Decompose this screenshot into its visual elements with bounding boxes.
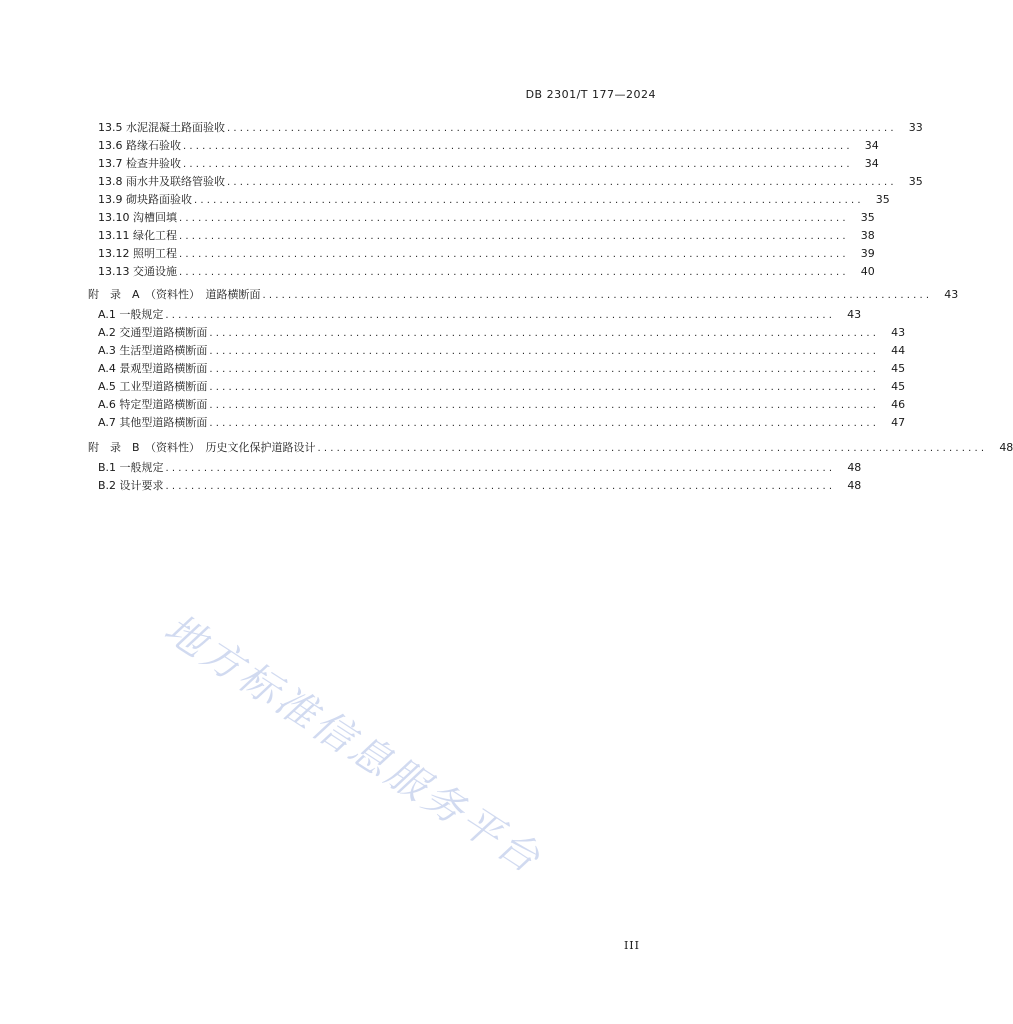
toc-leader: ......................................................................................................... [209,382,880,393]
toc-entry-label: A.3 生活型道路横断面 [98,344,208,357]
toc-entry-label: 13.11 绿化工程 [98,229,177,242]
toc-page-number: 45 [891,380,906,393]
toc-entry[interactable] [98,478,862,494]
watermark: 地方标准信息服务平台 [156,605,551,884]
toc-leader: ......................................................................................................... [183,159,853,170]
toc-leader: ......................................................................................................... [165,481,836,492]
toc-page-number: 48 [847,461,862,474]
toc-annex-entry[interactable] [88,287,959,303]
toc-page-number: 45 [891,362,906,375]
toc-entry[interactable] [98,192,890,208]
document-code: DB 2301/T 177—2024 [525,88,656,101]
toc-entry-label: A.1 一般规定 [98,308,164,321]
toc-annex-label: 附 录 B （资料性） 历史文化保护道路设计 [88,441,316,454]
toc-leader: ......................................................................................................... [165,310,836,321]
toc-entry[interactable] [98,210,875,226]
toc-entry[interactable] [98,246,875,262]
toc-entry[interactable] [98,343,906,359]
toc-page-number: 35 [908,175,923,188]
toc-leader: ......................................................................................................... [227,177,897,188]
toc-entry[interactable] [98,174,923,190]
toc-leader: ......................................................................................................... [183,141,853,152]
toc-entry-label: 13.5 水泥混凝土路面验收 [98,121,225,134]
toc-leader: ......................................................................................................... [262,290,933,301]
toc-entry-label: A.6 特定型道路横断面 [98,398,208,411]
toc-page-number: 40 [860,265,875,278]
toc-page-number: 48 [999,441,1013,454]
toc-leader: ......................................................................................................... [209,400,880,411]
toc-entry-label: B.2 设计要求 [98,479,164,492]
toc-entry-label: 13.9 砌块路面验收 [98,193,192,206]
toc-entry[interactable] [98,264,875,280]
page-number: III [623,939,640,952]
toc-page-number: 34 [864,139,879,152]
toc-page-number: 39 [860,247,875,260]
toc-entry-label: B.1 一般规定 [98,461,164,474]
toc-leader: ......................................................................................................... [179,267,849,278]
toc-entry-label: A.4 景观型道路横断面 [98,362,208,375]
toc-entry[interactable] [98,228,875,244]
toc-page-number: 47 [891,416,906,429]
toc-entry[interactable] [98,325,906,341]
toc-entry-label: 13.8 雨水井及联络管验收 [98,175,225,188]
toc-page-number: 43 [847,308,862,321]
toc-leader: ......................................................................................................... [179,249,849,260]
toc-page-number: 34 [864,157,879,170]
toc-leader: ......................................................................................................... [209,328,880,339]
toc-entry-label: A.7 其他型道路横断面 [98,416,208,429]
toc-entry[interactable] [98,307,862,323]
toc-leader: ......................................................................................................... [209,346,880,357]
toc-annex-entry[interactable] [88,440,1013,456]
toc-page-number: 35 [875,193,890,206]
toc-entry[interactable] [98,120,923,136]
toc-page-number: 38 [860,229,875,242]
toc-leader: ......................................................................................................... [179,213,849,224]
toc-leader: ......................................................................................................... [194,195,864,206]
toc-leader: ......................................................................................................... [179,231,849,242]
toc-entry-label: A.2 交通型道路横断面 [98,326,208,339]
toc-leader: ......................................................................................................... [227,123,897,134]
toc-entry-label: 13.7 检查井验收 [98,157,181,170]
toc-page-number: 44 [891,344,906,357]
toc-entry[interactable] [98,415,906,431]
toc-leader: ......................................................................................................... [317,443,988,454]
toc-leader: ......................................................................................................... [165,463,836,474]
toc-entry[interactable] [98,460,862,476]
toc-leader: ......................................................................................................... [209,418,880,429]
toc-entry[interactable] [98,361,906,377]
toc-entry[interactable] [98,397,906,413]
toc-entry-label: 13.12 照明工程 [98,247,177,260]
toc-page-number: 43 [944,288,959,301]
toc-entry[interactable] [98,156,879,172]
toc-page-number: 48 [847,479,862,492]
toc-entry-label: A.5 工业型道路横断面 [98,380,208,393]
toc-page-number: 33 [908,121,923,134]
toc-leader: ......................................................................................................... [209,364,880,375]
toc-entry-label: 13.6 路缘石验收 [98,139,181,152]
toc-page-number: 43 [891,326,906,339]
toc-entry[interactable] [98,138,879,154]
toc-entry[interactable] [98,379,906,395]
toc-annex-label: 附 录 A （资料性） 道路横断面 [88,288,261,301]
toc-page-number: 46 [891,398,906,411]
toc-entry-label: 13.10 沟槽回填 [98,211,177,224]
toc-page-number: 35 [860,211,875,224]
toc-entry-label: 13.13 交通设施 [98,265,177,278]
